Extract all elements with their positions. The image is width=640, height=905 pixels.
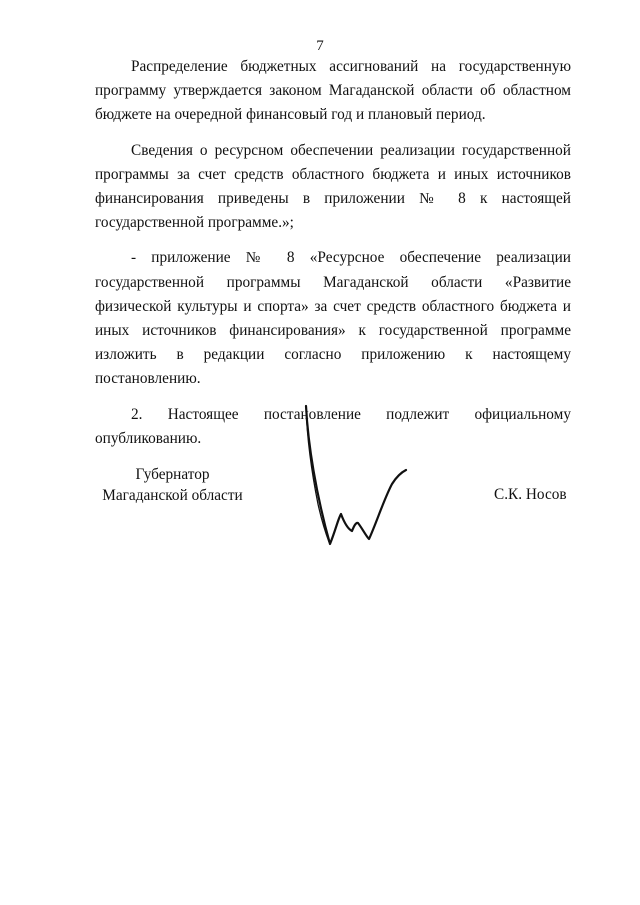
paragraph-appendix-8: - приложение № 8 «Ресурсное обеспечение реализации государственной программы Магаданской области «Развитие физической культуры и спорта» за счет средств областного бюджета и иных источников финансирования» к государственной программе изложить в редакции согласно приложению к настоящему постановлению. [95, 249, 571, 388]
signatory-name: С.К. Носов [494, 486, 567, 503]
page-number: 7 [316, 38, 324, 54]
paragraph-publication: 2. Настоящее постановление подлежит официальному опубликованию. [95, 405, 571, 447]
signatory-title [100, 465, 245, 506]
handwritten-signature [296, 404, 411, 554]
signatory-title-line-1: Губернатор [135, 466, 210, 483]
document-body [95, 55, 571, 462]
paragraph-resource-info: Сведения о ресурсном обеспечении реализации государственной программы за счет средств областного бюджета и иных источников финансирования приведены в приложении № 8 к настоящей государственной программе.»; [95, 141, 571, 232]
paragraph-budget-allocation: Распределение бюджетных ассигнований на государственную программу утверждается законом Магаданской области об областном бюджете на очередной финансовый год и плановый период. [95, 58, 571, 124]
signatory-title-line-2: Магаданской области [102, 486, 243, 504]
